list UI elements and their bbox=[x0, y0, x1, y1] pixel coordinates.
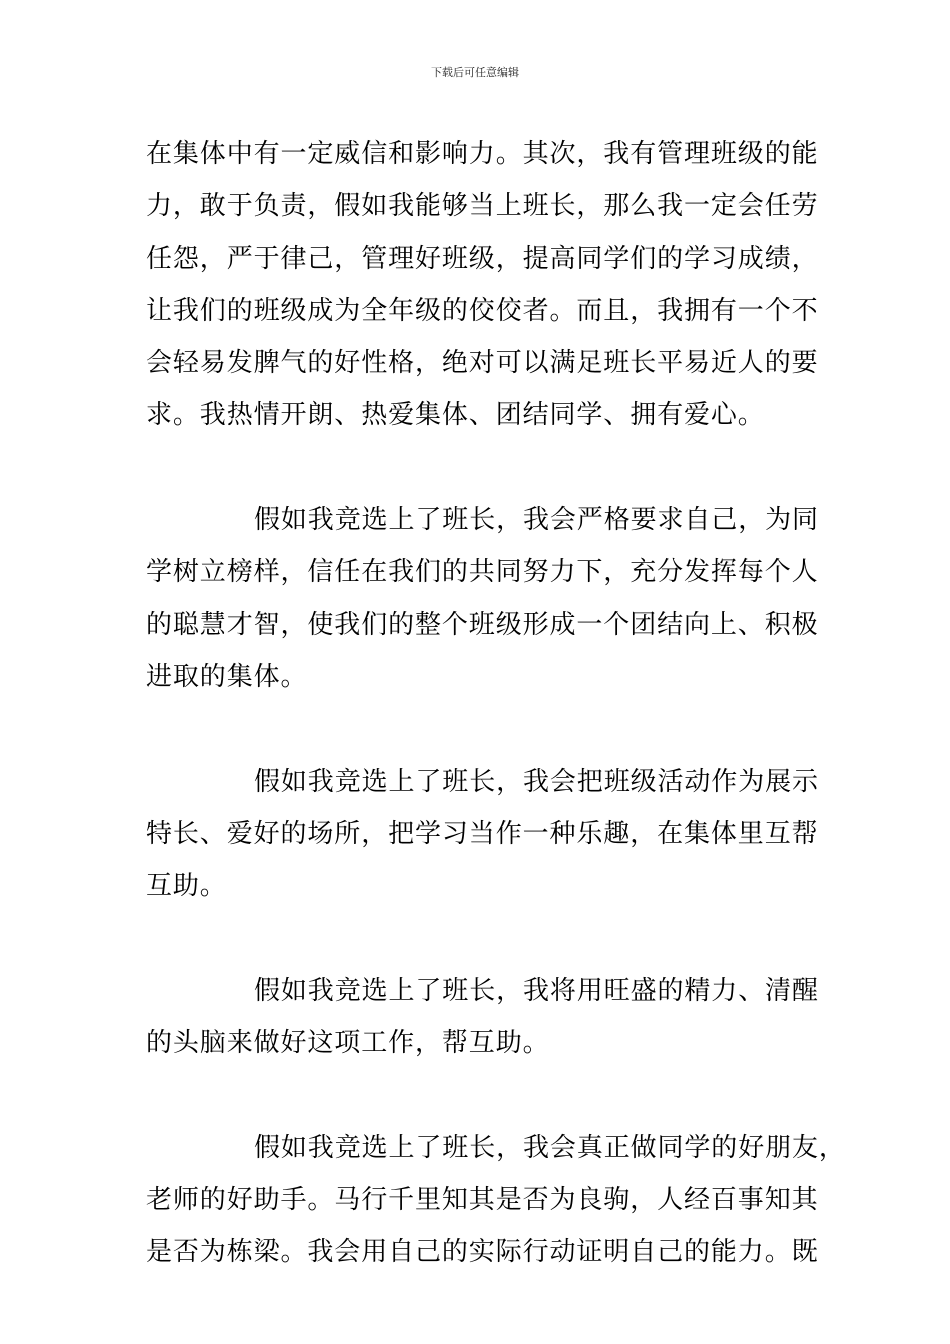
paragraph-2 bbox=[146, 494, 819, 703]
text-line: 进取的集体。 bbox=[146, 661, 308, 692]
paragraph-1 bbox=[146, 128, 819, 442]
text-line: 互助。 bbox=[146, 871, 227, 902]
text-line: 是否为栋梁。我会用自己的实际行动证明自己的能力。既 bbox=[146, 1237, 819, 1268]
paragraph-gap bbox=[146, 1069, 806, 1121]
document-body bbox=[146, 128, 846, 1279]
paragraph-3 bbox=[146, 756, 819, 913]
text-line: 的头脑来做好这项工作，帮互助。 bbox=[146, 1028, 550, 1059]
text-line: 的聪慧才智，使我们的整个班级形成一个团结向上、积极 bbox=[146, 609, 819, 640]
text-line: 老师的好助手。马行千里知其是否为良驹，人经百事知其 bbox=[146, 1184, 819, 1215]
text-line-indented: 假如我竞选上了班长，我会严格要求自己，为同 bbox=[254, 505, 819, 536]
paragraph-gap bbox=[146, 912, 806, 964]
paragraph-gap bbox=[146, 703, 806, 755]
text-line: 力，敢于负责，假如我能够当上班长，那么我一定会任劳 bbox=[146, 191, 819, 222]
text-line-indented: 假如我竞选上了班长，我将用旺盛的精力、清醒 bbox=[254, 975, 819, 1006]
text-line: 任怨，严于律己，管理好班级，提高同学们的学习成绩， bbox=[146, 243, 819, 274]
paragraph-5 bbox=[146, 1122, 846, 1279]
text-line: 让我们的班级成为全年级的佼佼者。而且，我拥有一个不 bbox=[146, 295, 819, 326]
text-line: 会轻易发脾气的好性格，绝对可以满足班长平易近人的要 bbox=[146, 348, 819, 379]
text-line: 特长、爱好的场所，把学习当作一种乐趣，在集体里互帮 bbox=[146, 818, 819, 849]
paragraph-4 bbox=[146, 965, 819, 1070]
text-line: 求。我热情开朗、热爱集体、团结同学、拥有爱心。 bbox=[146, 400, 765, 431]
text-line-indented: 假如我竞选上了班长，我会真正做同学的好朋友， bbox=[254, 1132, 846, 1163]
page-header-note: 下载后可任意编辑 bbox=[431, 66, 519, 79]
text-line: 在集体中有一定威信和影响力。其次，我有管理班级的能 bbox=[146, 139, 819, 169]
text-line-indented: 假如我竞选上了班长，我会把班级活动作为展示 bbox=[254, 766, 819, 797]
paragraph-gap bbox=[146, 442, 806, 494]
text-line: 学树立榜样，信任在我们的共同努力下，充分发挥每个人 bbox=[146, 557, 819, 588]
